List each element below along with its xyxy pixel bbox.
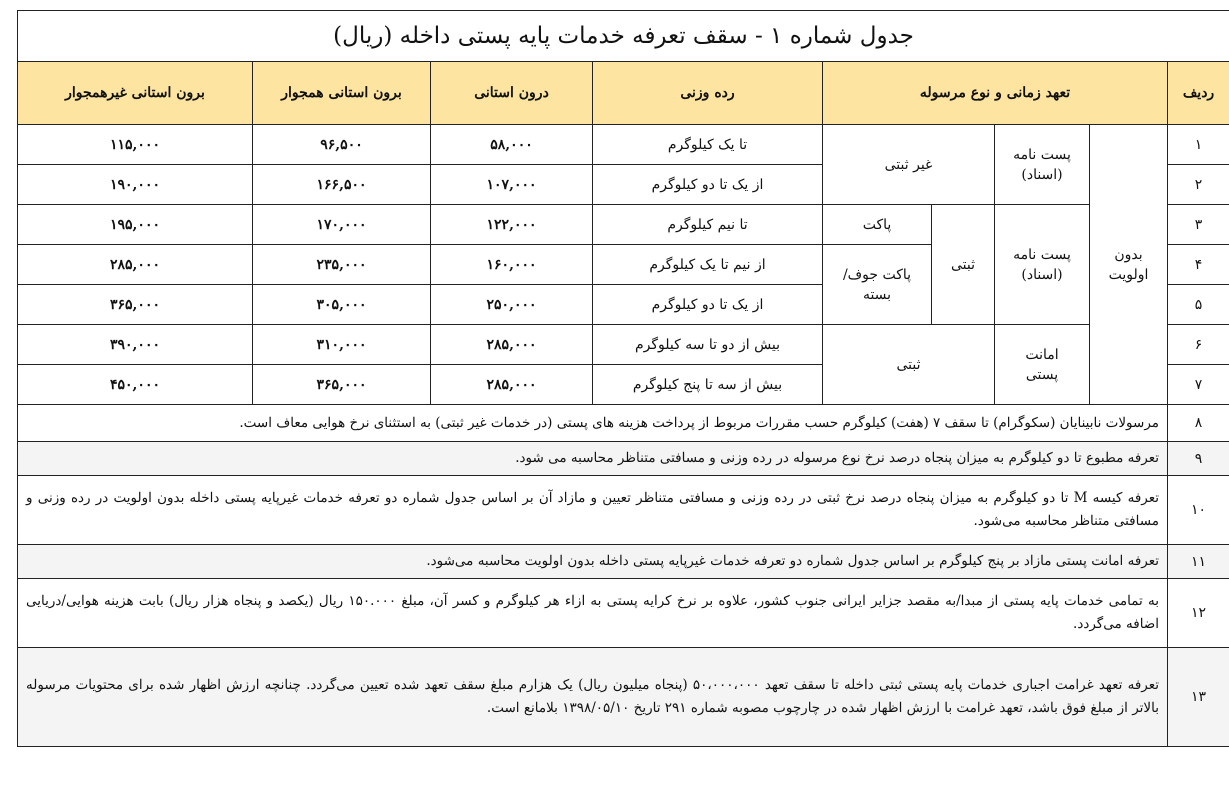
group-parcel-post — [995, 325, 1090, 405]
note-text: تعرفه مطبوع تا دو کیلوگرم به میزان پنجاه درصد نرخ نوع مرسوله در رده وزنی و مسافتی متناظر محاسبه می شود. — [18, 442, 1168, 476]
tariff-table — [17, 10, 1229, 747]
table-row — [18, 125, 1229, 165]
note-row — [18, 442, 1229, 476]
group-registered-1: ثبتی — [932, 205, 995, 325]
letter-post-label: پست نامه — [1013, 246, 1071, 263]
in-province-value: ۱۶۰,۰۰۰ — [431, 245, 593, 285]
note-text: مرسولات نابینایان (سکوگرام) تا سقف ۷ (هفت) کیلوگرم حسب مقررات مربوط از پرداخت هزینه های پستی (در خدمات غیر ثبتی) به استثنای نرخ هوایی معاف است. — [18, 405, 1168, 442]
non-neighbor-value: ۴۵۰,۰۰۰ — [18, 365, 253, 405]
row-number: ۱۳ — [1168, 648, 1229, 747]
note-text: تعرفه تعهد غرامت اجباری خدمات پایه پستی ثبتی داخله تا سقف تعهد ۵۰،۰۰۰،۰۰۰ (پنجاه میلیون ریال) یک هزارم مبلغ سقف تعهد شده تعیین می‌گردد. چنانچه ارزش اظهار شده برای محتویات مرسوله بالاتر از مبلغ فوق باشد، تعهد غرامت با ارزش اظهار شده در چارچوب مصوبه شماره ۲۹۱ تاریخ ۱۳۹۸/۰۵/۱۰ بلامانع است. — [18, 648, 1168, 747]
table-row — [18, 325, 1229, 365]
group-letter-post-1 — [995, 125, 1090, 205]
group-non-registered: غیر ثبتی — [823, 125, 995, 205]
letter-post-label: پست نامه — [1013, 146, 1071, 163]
note-text: تعرفه کیسه M تا دو کیلوگرم به میزان پنجاه درصد نرخ ثبتی در رده وزنی و مسافتی متناظر تعیین و مازاد آن بر اساس جدول شماره دو تعرفه خدمات غیرپایه پستی داخله بدون اولویت در رده وزنی و مسافتی متناظر محاسبه می‌شود. — [18, 476, 1168, 545]
note-row — [18, 405, 1229, 442]
in-province-value: ۲۸۵,۰۰۰ — [431, 325, 593, 365]
packet-bag-label: پاکت جوف/ — [842, 266, 912, 283]
in-province-value: ۲۵۰,۰۰۰ — [431, 285, 593, 325]
row-number: ۵ — [1168, 285, 1229, 325]
note-row — [18, 648, 1229, 747]
header-neighbor: برون استانی همجوار — [253, 62, 431, 125]
group-no-priority — [1090, 125, 1168, 405]
row-number: ۱۱ — [1168, 545, 1229, 579]
parcel-label: بسته — [862, 286, 892, 303]
note-row — [18, 545, 1229, 579]
group-packet: پاکت — [823, 205, 932, 245]
row-number: ۴ — [1168, 245, 1229, 285]
weight-cell: از نیم تا یک کیلوگرم — [593, 245, 823, 285]
non-neighbor-value: ۲۸۵,۰۰۰ — [18, 245, 253, 285]
header-weight: رده وزنی — [593, 62, 823, 125]
table-title: جدول شماره ۱ - سقف تعرفه خدمات پایه پستی داخله (ریال) — [18, 11, 1229, 62]
weight-cell: تا نیم کیلوگرم — [593, 205, 823, 245]
documents-label: (اسناد) — [1021, 166, 1063, 183]
neighbor-value: ۳۶۵,۰۰۰ — [253, 365, 431, 405]
row-number: ۹ — [1168, 442, 1229, 476]
header-row — [18, 62, 1229, 125]
weight-cell: بیش از سه تا پنج کیلوگرم — [593, 365, 823, 405]
non-neighbor-value: ۱۹۵,۰۰۰ — [18, 205, 253, 245]
table-row — [18, 205, 1229, 245]
row-number: ۶ — [1168, 325, 1229, 365]
neighbor-value: ۱۷۰,۰۰۰ — [253, 205, 431, 245]
neighbor-value: ۱۶۶,۵۰۰ — [253, 165, 431, 205]
header-row-no: ردیف — [1168, 62, 1229, 125]
in-province-value: ۵۸,۰۰۰ — [431, 125, 593, 165]
tariff-table-container — [17, 10, 1229, 747]
header-commitment: تعهد زمانی و نوع مرسوله — [823, 62, 1168, 125]
parcel-post-label-2: پستی — [1025, 366, 1059, 383]
in-province-value: ۱۲۲,۰۰۰ — [431, 205, 593, 245]
row-number: ۱۰ — [1168, 476, 1229, 545]
group-packet-bag-parcel — [823, 245, 932, 325]
neighbor-value: ۳۰۵,۰۰۰ — [253, 285, 431, 325]
documents-label: (اسناد) — [1021, 266, 1063, 283]
header-non-neighbor: برون استانی غیرهمجوار — [18, 62, 253, 125]
weight-cell: از یک تا دو کیلوگرم — [593, 285, 823, 325]
header-in-province: درون استانی — [431, 62, 593, 125]
note-row — [18, 579, 1229, 648]
title-row — [18, 11, 1229, 62]
weight-cell: از یک تا دو کیلوگرم — [593, 165, 823, 205]
neighbor-value: ۹۶,۵۰۰ — [253, 125, 431, 165]
neighbor-value: ۳۱۰,۰۰۰ — [253, 325, 431, 365]
non-neighbor-value: ۳۶۵,۰۰۰ — [18, 285, 253, 325]
non-neighbor-value: ۳۹۰,۰۰۰ — [18, 325, 253, 365]
non-neighbor-value: ۱۱۵,۰۰۰ — [18, 125, 253, 165]
row-number: ۱ — [1168, 125, 1229, 165]
non-neighbor-value: ۱۹۰,۰۰۰ — [18, 165, 253, 205]
row-number: ۷ — [1168, 365, 1229, 405]
weight-cell: تا یک کیلوگرم — [593, 125, 823, 165]
no-priority-label: بدون اولویت — [1108, 246, 1149, 283]
row-number: ۸ — [1168, 405, 1229, 442]
note-text: به تمامی خدمات پایه پستی از مبدا/به مقصد جزایر ایرانی جنوب کشور، علاوه بر نرخ کرایه پستی به ازاء هر کیلوگرم و کسر آن، مبلغ ۱۵۰.۰۰۰ ریال (یکصد و پنجاه هزار ریال) بابت هزینه هوایی/دریایی اضافه می‌گردد. — [18, 579, 1168, 648]
note-text: تعرفه امانت پستی مازاد بر پنج کیلوگرم بر اساس جدول شماره دو تعرفه خدمات غیرپایه پستی داخله بدون اولویت محاسبه می‌شود. — [18, 545, 1168, 579]
parcel-post-label-1: امانت — [1025, 346, 1059, 363]
group-registered-2: ثبتی — [823, 325, 995, 405]
neighbor-value: ۲۳۵,۰۰۰ — [253, 245, 431, 285]
group-letter-post-2 — [995, 205, 1090, 325]
in-province-value: ۲۸۵,۰۰۰ — [431, 365, 593, 405]
row-number: ۲ — [1168, 165, 1229, 205]
note-row — [18, 476, 1229, 545]
row-number: ۳ — [1168, 205, 1229, 245]
weight-cell: بیش از دو تا سه کیلوگرم — [593, 325, 823, 365]
in-province-value: ۱۰۷,۰۰۰ — [431, 165, 593, 205]
row-number: ۱۲ — [1168, 579, 1229, 648]
